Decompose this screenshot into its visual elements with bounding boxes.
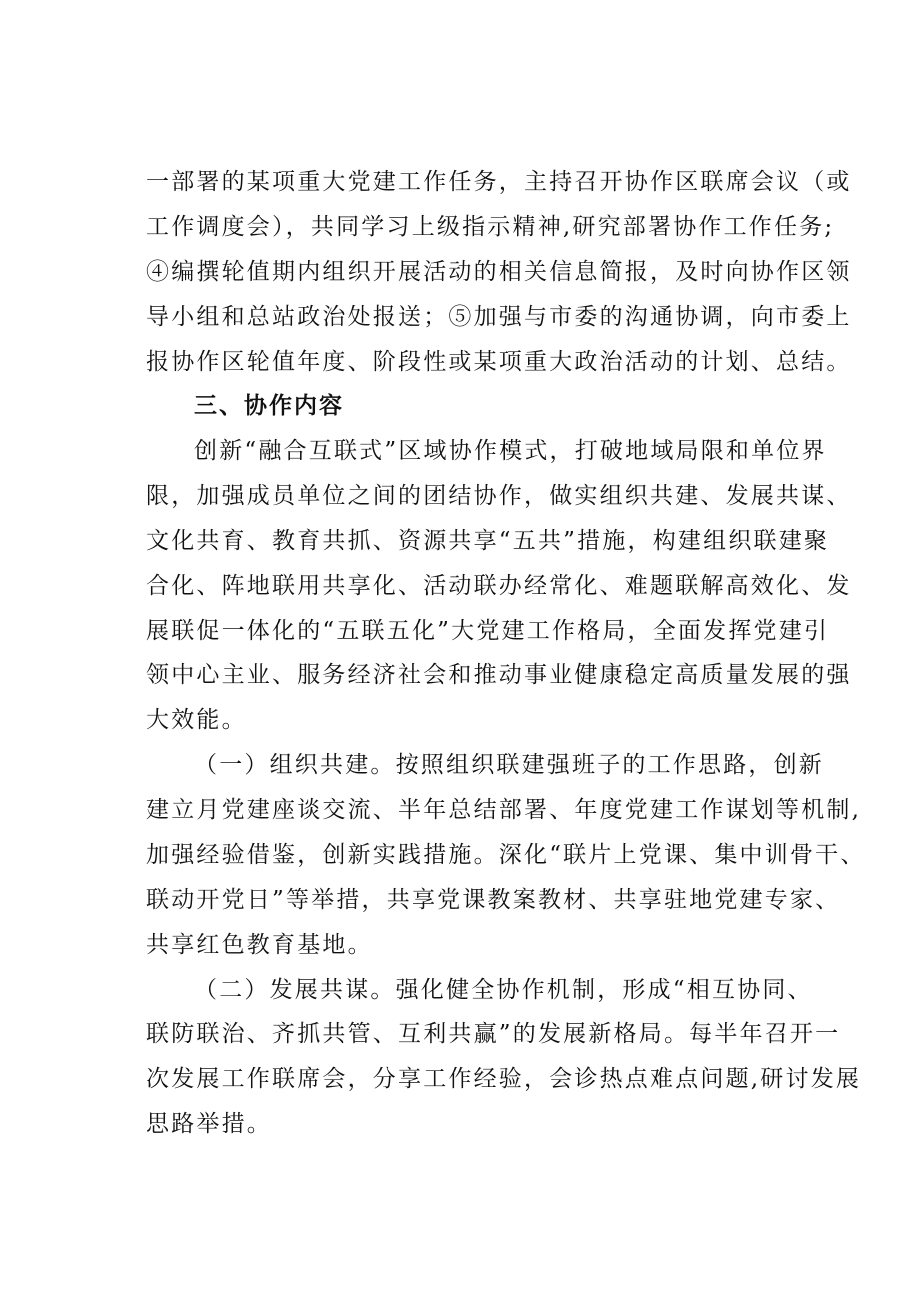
text-line: 共享红色教育基地。 — [146, 932, 373, 958]
subsection-line: （二）发展共谋。强化健全协作机制，形成“相互协同、 — [194, 977, 813, 1003]
text-line: 联动开党日”等举措，共享党课教案教材、共享驻地党建专家、 — [146, 887, 841, 913]
text-line: 建立月党建座谈交流、半年总结部署、年度党建工作谋划等机制, — [146, 797, 862, 823]
text-line: 次发展工作联席会，分享工作经验，会诊热点难点问题,研讨发展 — [146, 1066, 862, 1092]
text-line: 加强经验借鉴，创新实践措施。深化“联片上党课、集中训骨干、 — [146, 842, 866, 868]
text-line: 领中心主业、服务经济社会和推动事业健康稳定高质量发展的强 — [146, 662, 852, 688]
text-line: 联防联治、齐抓共管、互利共赢”的发展新格局。每半年召开一 — [146, 1021, 841, 1047]
text-line: 报协作区轮值年度、阶段性或某项重大政治活动的计划、总结。 — [146, 349, 852, 375]
text-line: 创新“融合互联式”区域协作模式，打破地域局限和单位界 — [194, 438, 827, 464]
text-line: 限，加强成员单位之间的团结协作，做实组织共建、发展共谋、 — [146, 483, 852, 509]
text-line: 展联促一体化的“五联五化”大党建工作格局，全面发挥党建引 — [146, 618, 830, 644]
text-line: 思路举措。 — [146, 1111, 272, 1137]
text-line: ④编撰轮值期内组织开展活动的相关信息简报，及时向协作区领 — [146, 259, 852, 285]
text-line: 合化、阵地联用共享化、活动联办经常化、难题联解高效化、发 — [146, 573, 852, 599]
subsection-line: （一）组织共建。按照组织联建强班子的工作思路，创新 — [194, 752, 824, 778]
text-line: 工作调度会），共同学习上级指示精神,研究部署协作工作任务; — [146, 214, 835, 240]
text-line: 一部署的某项重大党建工作任务，主持召开协作区联席会议（或 — [146, 169, 852, 195]
text-line: 文化共育、教育共抓、资源共享“五共”措施，构建组织联建聚 — [146, 528, 830, 554]
section-heading: 三、协作内容 — [194, 393, 344, 419]
text-line: 导小组和总站政治处报送；⑤加强与市委的沟通协调，向市委上 — [146, 304, 852, 330]
text-line: 大效能。 — [146, 707, 247, 733]
